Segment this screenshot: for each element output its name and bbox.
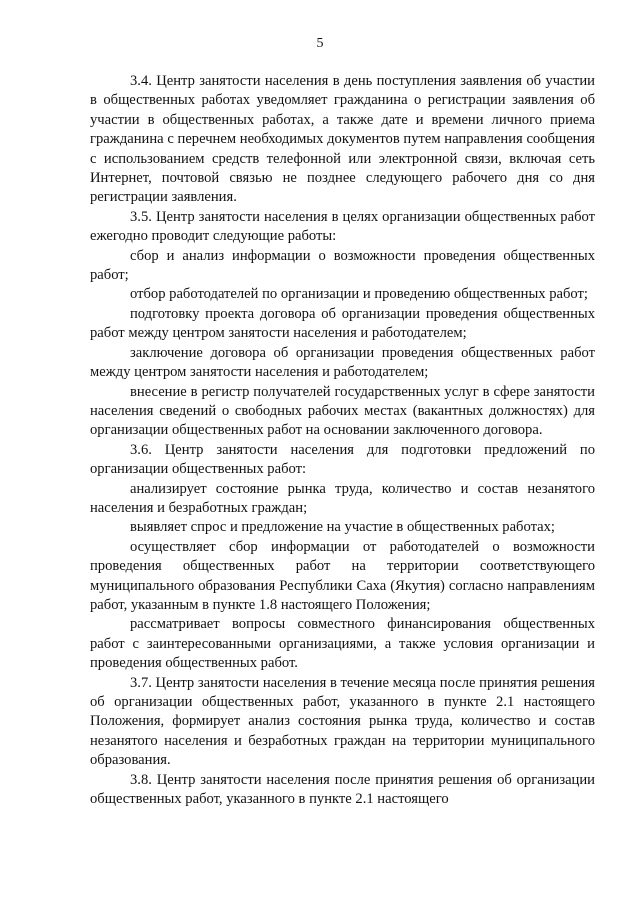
list-item: анализирует состояние рынка труда, количество и состав незанятого населения и безработных граждан; [90,480,595,516]
page-number: 5 [316,36,324,51]
paragraph-3-5: 3.5. Центр занятости населения в целях организации общественных работ ежегодно проводит следующие работы: [90,208,595,245]
list-item: сбор и анализ информации о возможности проведения общественных работ; [90,247,595,284]
list-item: рассматривает вопросы совместного финансирования общественных работ с заинтересованными организациями, а также условия организации и проведения общественных работ. [90,616,595,672]
list-item: внесение в регистр получателей государственных услуг в сфере занятости населения сведений о свободных рабочих местах (вакантных должностях) для организации общественных работ на основании заключенного договора. [90,383,595,439]
list-item: осуществляет сбор информации от работодателей о возможности проведения общественных работ на территории соответствующего муниципального образования Республики Саха (Якутия) согласно направлениям работ, указанным в пункте 1.8 настоящего Положения; [90,538,595,613]
paragraph-3-4: 3.4. Центр занятости населения в день поступления заявления об участии в общественных работах уведомляет гражданина о регистрации заявления об участии в общественных работах, а также дате и времени личного приема гражданина с перечнем необходимых документов путем направления сообщения с использованием средств телефонной или электронной связи, включая сеть Интернет, почтовой связью не позднее следующего рабочего дня со дня регистрации заявления. [90,73,595,206]
paragraph-3-8: 3.8. Центр занятости населения после принятия решения об организации общественных работ, указанного в пункте 2.1 настоящего [90,771,595,808]
paragraph-3-7: 3.7. Центр занятости населения в течение месяца после принятия решения об организации общественных работ, указанного в пункте 2.1 настоящего Положения, формирует анализ состояния рынка труда, количество и состав незанятого населения и безработных граждан на территории муниципального образования. [90,674,595,769]
paragraph-3-6: 3.6. Центр занятости населения для подготовки предложений по организации общественных работ: [90,441,595,478]
list-item: заключение договора об организации проведения общественных работ между центром занятости населения и работодателем; [90,344,595,381]
list-item: отбор работодателей по организации и проведению общественных работ; [130,286,588,303]
list-item: выявляет спрос и предложение на участие в общественных работах; [130,519,555,536]
document-body [90,72,595,809]
list-item: подготовку проекта договора об организации проведения общественных работ между центром занятости населения и работодателем; [90,305,595,342]
